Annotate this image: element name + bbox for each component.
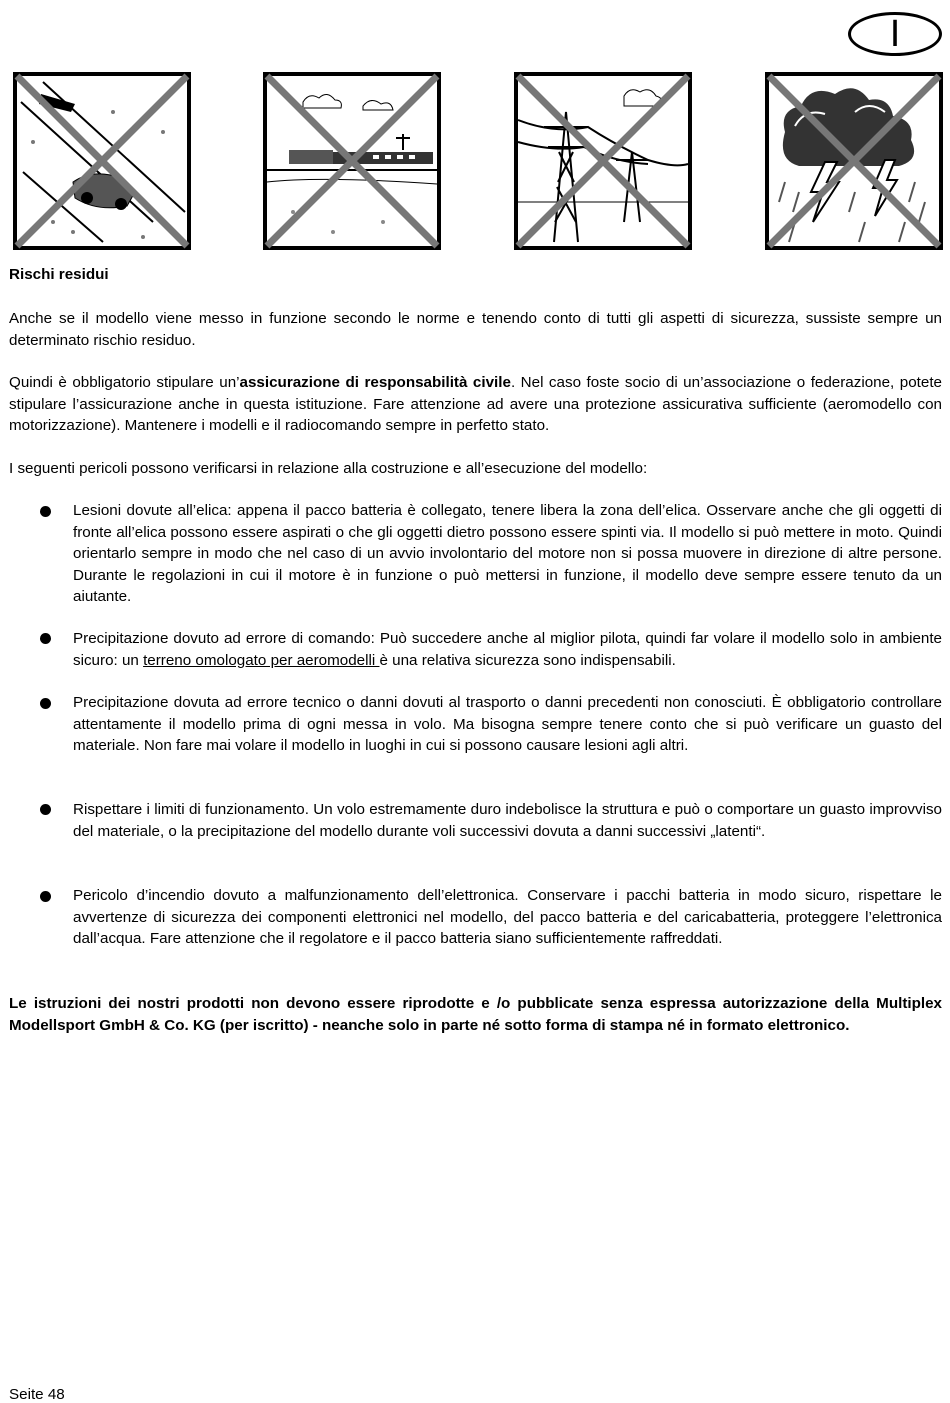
bullet-propeller-injury: Lesioni dovute all’elica: appena il pacco batteria è collegato, tenere libera la zona dell’elica. Osservare anche che gli oggetti di fronte all’elica possono essere aspirati o che gli oggetti dietro possono essere spinti via. Il modello si può mettere in moto. Quindi orientarlo sempre in modo che nel caso di un avvio involontario del motore non si possa muovere in direzione di altre persone. Durante le regolazioni in cui il motore è in funzione o può mettersi in funzione, il modello deve sempre essere tenuto da un aiutante. [73, 502, 942, 606]
no-flying-over-road-icon [13, 72, 191, 250]
no-flying-near-powerlines-icon [514, 72, 692, 250]
approved-airfield-underlined: terreno omologato per aeromodelli [143, 651, 380, 669]
paragraph-dangers-intro: I seguenti pericoli possono verificarsi in relazione alla costruzione e all’esecuzione del modello: [9, 460, 648, 477]
bullet-dot [40, 633, 51, 644]
insurance-text-before: Quindi è obbligatorio stipulare un’ [9, 374, 240, 391]
bullet-operator-error [73, 628, 942, 671]
bullet-dot [40, 698, 51, 709]
paragraph-insurance [9, 372, 942, 437]
bullet-dot [40, 804, 51, 815]
bullet-dot [40, 891, 51, 902]
section-heading: Rischi residui [9, 266, 109, 283]
operator-error-text-before: Precipitazione dovuto ad errore di comando: Può succedere anche al miglior pilota, quindi far volare il modello solo in ambiente sicuro: un [73, 630, 942, 669]
prohibition-pictograms [13, 72, 943, 250]
bullet-dot [40, 506, 51, 517]
copyright-notice: Le istruzioni dei nostri prodotti non devono essere riprodotte e /o pubblicate senza espressa autorizzazione della Multiplex Modellsport GmbH & Co. KG (per iscritto) - neanche solo in parte né sotto forma di stampa né in formato elettronico. [9, 995, 942, 1034]
page-footer: Seite 48 [9, 1386, 65, 1403]
paragraph-residual-risk: Anche se il modello viene messo in funzione secondo le norme e tenendo conto di tutti gli aspetti di sicurezza, sussiste sempre un determinato rischio residuo. [9, 310, 942, 349]
bullet-fire-hazard: Pericolo d’incendio dovuto a malfunzionamento dell’elettronica. Conservare i pacchi batteria in modo sicuro, rispettare le avvertenze di sicurezza dei componenti elettronici nel modello, del pacco batteria e del caricabatteria, proteggere l’elettronica dall’acqua. Fare attenzione che il regolatore e il pacco batteria siano sufficientemente raffreddati. [73, 887, 942, 948]
insurance-text-after: . Nel caso foste socio di un’associazione o federazione, potete stipulare l’assicurazione anche in questa istituzione. Fare attenzione ad avere una protezione assicurativa sufficiente (aeromodello con motorizzazione). Mantenere i modelli e il radiocomando sempre in perfetto stato. [9, 374, 942, 435]
no-flying-over-railway-icon [263, 72, 441, 250]
operator-error-text-after: è una relativa sicurezza sono indispensabili. [379, 651, 676, 669]
language-badge: I [848, 12, 942, 56]
bullet-technical-failure: Precipitazione dovuta ad errore tecnico o danni dovuti al trasporto o danni precedenti non conosciuti. È obbligatorio controllare attentamente il modello prima di ogni messa in volo. Ma bisogna sempre tenere conto che si può verificare un guasto del materiale. Non fare mai volare il modello in luoghi in cui si possono causare lesioni agli altri. [73, 694, 942, 755]
insurance-text-bold: assicurazione di responsabilità civile [239, 374, 511, 391]
no-flying-in-thunderstorm-icon [765, 72, 943, 250]
bullet-operating-limits: Rispettare i limiti di funzionamento. Un volo estremamente duro indebolisce la struttura e può o comportare un guasto improvviso del materiale, o la precipitazione del modello durante voli successivi dovuta a danni successivi „latenti“. [73, 801, 942, 840]
